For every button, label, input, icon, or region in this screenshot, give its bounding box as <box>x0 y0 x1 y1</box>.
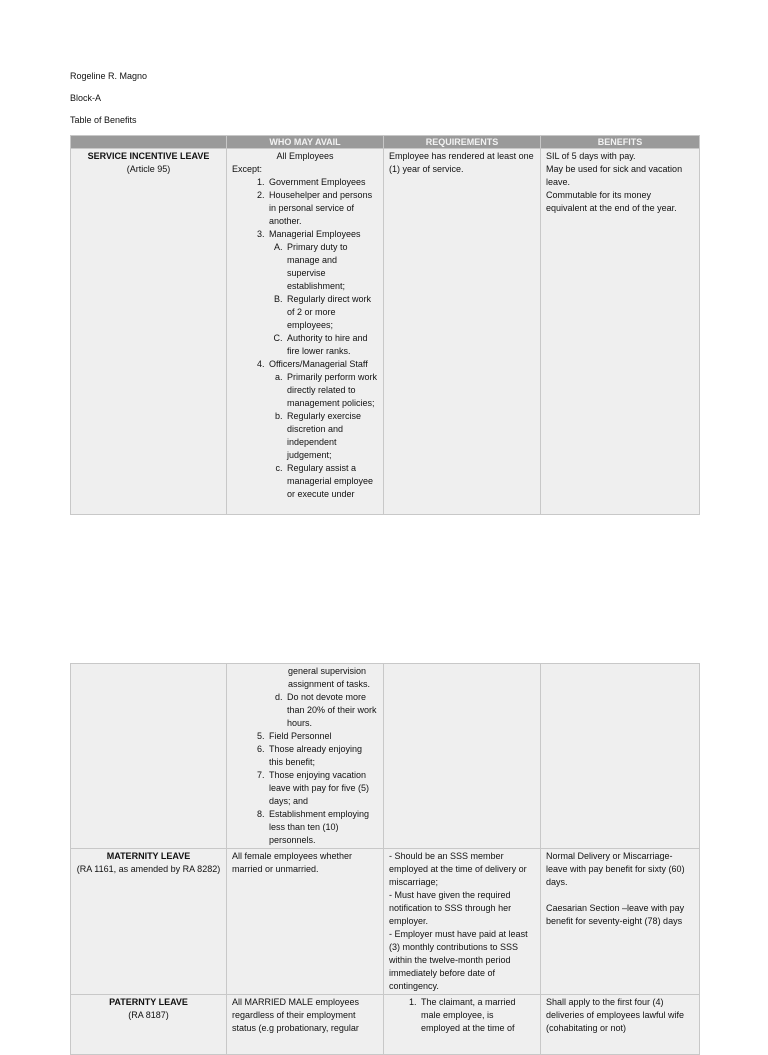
list-item: 4. Officers/Managerial Staff a. Primarily perform work directly related to management policies; b. Regularly exercise discretion and independent judgement; c. Regulary assist a managerial employee or execute under <box>267 358 378 501</box>
who-text: All MARRIED MALE employees regardless of their employment status (e.g probationary, regular <box>232 997 360 1033</box>
list-item: C. Authority to hire and fire lower ranks. <box>285 332 378 358</box>
leave-type-cell <box>71 849 227 995</box>
list-item <box>267 691 378 730</box>
benefit-line: Commutable for its money equivalent at the end of the year. <box>546 190 677 213</box>
requirements-cell <box>384 995 541 1055</box>
benefit-text: Shall apply to the first four (4) deliveries of employees lawful wife (cohabitating or not) <box>546 997 685 1033</box>
column-header-benefits: BENEFITS <box>541 136 700 149</box>
requirement-line: - Should be an SSS member employed at the time of delivery or miscarriage; <box>389 851 527 887</box>
managerial-sublist <box>269 241 378 358</box>
who-title: All Employees <box>276 151 334 161</box>
benefits-cell <box>541 849 700 995</box>
list-item: A. Primary duty to manage and supervise establishment; <box>285 241 378 293</box>
list-item: 2. Househelper and persons in personal service of another. <box>267 189 378 228</box>
who-may-avail-cell <box>227 995 384 1055</box>
benefits-table-part-1 <box>70 135 699 515</box>
table-row-continuation <box>71 664 700 849</box>
requirements-list <box>389 996 535 1035</box>
empty-cell <box>384 664 541 849</box>
author-name: Rogeline R. Magno <box>70 71 148 81</box>
requirements-text: Employee has rendered at least one (1) year of service. <box>389 151 534 174</box>
requirement-line: - Must have given the required notification to SSS through her employer. <box>389 890 512 926</box>
list-item: 7. Those enjoying vacation leave with pay for five (5) days; and <box>267 769 378 808</box>
leave-type-cell <box>71 149 227 515</box>
list-item: 6. Those already enjoying this benefit; <box>267 743 378 769</box>
continued-officer-list <box>232 691 378 730</box>
list-item: 1. The claimant, a married male employee, is employed at the time of <box>419 996 535 1035</box>
empty-cell <box>541 664 700 849</box>
leave-law: (RA 8187) <box>128 1010 169 1020</box>
benefit-caesarian: Caesarian Section –leave with pay benefit for seventy-eight (78) days <box>546 903 685 926</box>
column-header <box>71 136 227 149</box>
list-item: d. Do not devote more than 20% of their work hours. <box>285 691 378 730</box>
who-text: All female employees whether married or unmarried. <box>232 851 353 874</box>
list-item: c. Regulary assist a managerial employee or execute under <box>285 462 378 501</box>
who-may-avail-cell <box>227 849 384 995</box>
table-header-row <box>71 136 700 149</box>
who-may-avail-continued-cell <box>227 664 384 849</box>
carryover-text: general supervision assignment of tasks. <box>288 666 371 689</box>
except-label: Except: <box>232 164 263 174</box>
list-item: 3. Managerial Employees A. Primary duty to manage and supervise establishment; B. Regularly direct work of 2 or more employees; C. Authority to hire and fire lower ranks. <box>267 228 378 358</box>
table-row-paternity-leave <box>71 995 700 1055</box>
table-row-maternity-leave <box>71 849 700 995</box>
list-item: B. Regularly direct work of 2 or more employees; <box>285 293 378 332</box>
requirements-cell <box>384 849 541 995</box>
benefit-normal: Normal Delivery or Miscarriage- leave with pay benefit for sixty (60) days. <box>546 851 685 887</box>
officer-sublist <box>269 371 378 501</box>
benefits-cell <box>541 995 700 1055</box>
requirement-line: - Employer must have paid at least (3) monthly contributions to SSS within the twelve-month period immediately before date of contingency. <box>389 929 528 991</box>
benefit-line: May be used for sick and vacation leave. <box>546 164 683 187</box>
leave-type-cell <box>71 995 227 1055</box>
column-header-requirements: REQUIREMENTS <box>384 136 541 149</box>
list-item: 5. Field Personnel <box>267 730 378 743</box>
leave-name: MATERNITY LEAVE <box>106 851 191 861</box>
block-label: Block-A <box>70 93 102 103</box>
leave-name: SERVICE INCENTIVE LEAVE <box>87 151 210 161</box>
list-item: 8. Establishment employing less than ten (10) personnels. <box>267 808 378 847</box>
list-item: 1. Government Employees <box>267 176 378 189</box>
requirements-cell <box>384 149 541 515</box>
exceptions-list <box>232 176 378 501</box>
document-title: Table of Benefits <box>70 115 137 125</box>
who-may-avail-cell <box>227 149 384 515</box>
benefits-table-part-2 <box>70 663 699 1033</box>
leave-article: (Article 95) <box>126 164 171 174</box>
empty-cell <box>71 664 227 849</box>
column-header-who-may-avail: WHO MAY AVAIL <box>227 136 384 149</box>
list-item: b. Regularly exercise discretion and independent judgement; <box>285 410 378 462</box>
leave-law: (RA 1161, as amended by RA 8282) <box>76 864 221 874</box>
more-exceptions-list <box>232 730 378 847</box>
list-item: a. Primarily perform work directly related to management policies; <box>285 371 378 410</box>
leave-name: PATERNTY LEAVE <box>109 997 188 1007</box>
officer-sublist-continued <box>269 691 378 730</box>
table-row-service-incentive-leave <box>71 149 700 515</box>
benefit-line: SIL of 5 days with pay. <box>546 151 636 161</box>
benefits-cell <box>541 149 700 515</box>
